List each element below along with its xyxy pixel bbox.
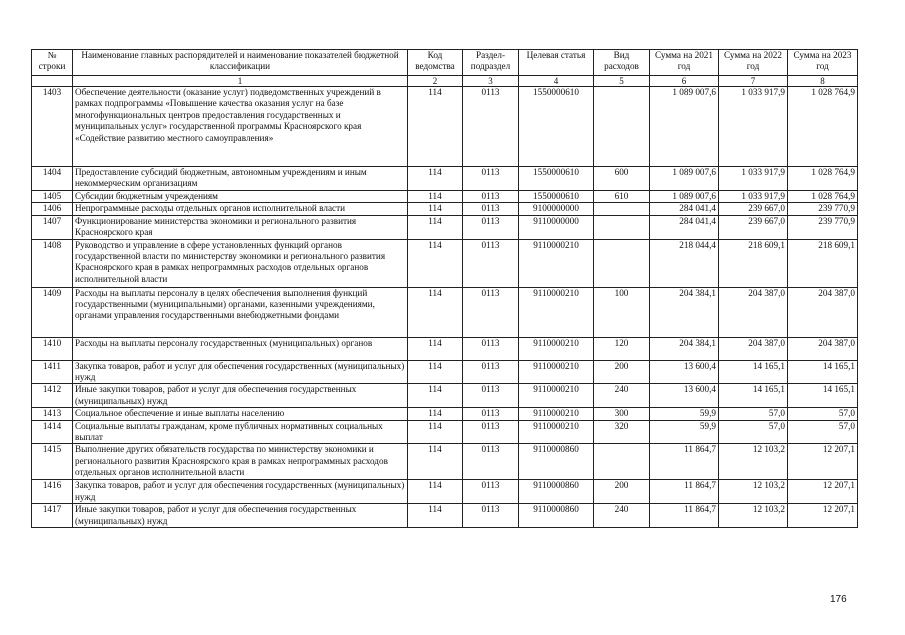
cell-s2022: 12 103,2 <box>719 480 788 504</box>
header-sum-2022: Сумма на 2022 год <box>719 50 788 76</box>
cell-section: 0113 <box>463 215 519 239</box>
cell-s2021: 59,9 <box>650 420 719 444</box>
cell-s2022: 204 387,0 <box>719 287 788 337</box>
cell-s2021: 218 044,4 <box>650 239 719 287</box>
cell-dept: 114 <box>408 287 463 337</box>
cell-target: 9110000210 <box>519 420 594 444</box>
column-index <box>32 76 73 87</box>
cell-s2021: 1 089 007,6 <box>650 87 719 167</box>
table-row <box>32 408 858 420</box>
cell-s2023: 12 207,1 <box>788 504 858 528</box>
cell-name: Выполнение других обязательств государства по министерству экономики и регионального развития Красноярского края в рамках непрограммных расходов отдельных органов исполнительной власти <box>73 444 408 480</box>
budget-table <box>31 49 858 528</box>
cell-dept: 114 <box>408 360 463 384</box>
header-row <box>32 50 858 76</box>
cell-s2022: 218 609,1 <box>719 239 788 287</box>
cell-target: 9110000210 <box>519 337 594 360</box>
cell-expense: 320 <box>594 420 650 444</box>
cell-s2021: 204 384,1 <box>650 287 719 337</box>
header-sum-2021: Сумма на 2021 год <box>650 50 719 76</box>
cell-section: 0113 <box>463 480 519 504</box>
cell-num: 1403 <box>32 87 73 167</box>
cell-num: 1407 <box>32 215 73 239</box>
header-expense: Вид расходов <box>594 50 650 76</box>
cell-s2022: 12 103,2 <box>719 504 788 528</box>
cell-s2022: 57,0 <box>719 408 788 420</box>
cell-section: 0113 <box>463 287 519 337</box>
cell-num: 1410 <box>32 337 73 360</box>
cell-num: 1414 <box>32 420 73 444</box>
cell-expense: 610 <box>594 191 650 203</box>
cell-target: 9110000210 <box>519 408 594 420</box>
cell-expense: 100 <box>594 287 650 337</box>
cell-s2023: 57,0 <box>788 420 858 444</box>
cell-target: 1550000610 <box>519 167 594 191</box>
cell-s2022: 1 033 917,9 <box>719 191 788 203</box>
table-row <box>32 203 858 215</box>
column-index: 2 <box>408 76 463 87</box>
table-row <box>32 191 858 203</box>
cell-num: 1405 <box>32 191 73 203</box>
cell-s2022: 239 667,0 <box>719 215 788 239</box>
cell-section: 0113 <box>463 420 519 444</box>
cell-num: 1415 <box>32 444 73 480</box>
table-row <box>32 167 858 191</box>
cell-s2021: 1 089 007,6 <box>650 191 719 203</box>
cell-target: 9110000210 <box>519 287 594 337</box>
cell-section: 0113 <box>463 504 519 528</box>
cell-name: Функционирование министерства экономики и регионального развития Красноярского края <box>73 215 408 239</box>
cell-target: 9110000210 <box>519 360 594 384</box>
cell-section: 0113 <box>463 360 519 384</box>
cell-dept: 114 <box>408 384 463 408</box>
column-index: 5 <box>594 76 650 87</box>
cell-name: Расходы на выплаты персоналу государственных (муниципальных) органов <box>73 337 408 360</box>
cell-section: 0113 <box>463 384 519 408</box>
cell-s2021: 13 600,4 <box>650 360 719 384</box>
header-name: Наименование главных распорядителей и наименование показателей бюджетной классификации <box>73 50 408 76</box>
cell-expense: 240 <box>594 384 650 408</box>
cell-name: Субсидии бюджетным учреждениям <box>73 191 408 203</box>
cell-expense <box>594 239 650 287</box>
cell-expense: 200 <box>594 480 650 504</box>
cell-dept: 114 <box>408 480 463 504</box>
cell-s2023: 239 770,9 <box>788 215 858 239</box>
cell-s2023: 1 028 764,9 <box>788 167 858 191</box>
cell-target: 9110000000 <box>519 215 594 239</box>
cell-s2021: 284 041,4 <box>650 203 719 215</box>
cell-target: 9110000860 <box>519 504 594 528</box>
cell-section: 0113 <box>463 167 519 191</box>
cell-s2021: 1 089 007,6 <box>650 167 719 191</box>
cell-dept: 114 <box>408 504 463 528</box>
header-sum-2023: Сумма на 2023 год <box>788 50 858 76</box>
cell-name: Социальные выплаты гражданам, кроме публичных нормативных социальных выплат <box>73 420 408 444</box>
cell-target: 9110000860 <box>519 444 594 480</box>
table-row <box>32 239 858 287</box>
cell-section: 0113 <box>463 87 519 167</box>
cell-s2023: 14 165,1 <box>788 360 858 384</box>
table-row <box>32 215 858 239</box>
cell-num: 1416 <box>32 480 73 504</box>
cell-expense <box>594 444 650 480</box>
cell-dept: 114 <box>408 408 463 420</box>
column-index: 4 <box>519 76 594 87</box>
header-dept: Код ведомства <box>408 50 463 76</box>
cell-name: Руководство и управление в сфере установленных функций органов государственной власти по министерству экономики и регионального развития Красноярского края в рамках непрограммных расходов отдельных органов исполнительной власти <box>73 239 408 287</box>
cell-target: 9110000210 <box>519 384 594 408</box>
column-index: 8 <box>788 76 858 87</box>
cell-name: Закупка товаров, работ и услуг для обеспечения государственных (муниципальных) нужд <box>73 480 408 504</box>
cell-s2022: 14 165,1 <box>719 360 788 384</box>
column-index-row <box>32 76 858 87</box>
cell-section: 0113 <box>463 337 519 360</box>
cell-s2023: 12 207,1 <box>788 480 858 504</box>
cell-section: 0113 <box>463 408 519 420</box>
cell-target: 9110000210 <box>519 239 594 287</box>
table-row <box>32 287 858 337</box>
cell-num: 1413 <box>32 408 73 420</box>
cell-expense <box>594 215 650 239</box>
column-index: 3 <box>463 76 519 87</box>
cell-dept: 114 <box>408 191 463 203</box>
cell-num: 1417 <box>32 504 73 528</box>
cell-expense: 600 <box>594 167 650 191</box>
cell-s2023: 239 770,9 <box>788 203 858 215</box>
cell-s2022: 204 387,0 <box>719 337 788 360</box>
cell-dept: 114 <box>408 444 463 480</box>
table-row <box>32 480 858 504</box>
cell-expense <box>594 87 650 167</box>
cell-section: 0113 <box>463 191 519 203</box>
cell-target: 1550000610 <box>519 191 594 203</box>
cell-s2023: 204 387,0 <box>788 337 858 360</box>
cell-expense: 300 <box>594 408 650 420</box>
cell-s2021: 11 864,7 <box>650 444 719 480</box>
cell-dept: 114 <box>408 337 463 360</box>
cell-s2022: 12 103,2 <box>719 444 788 480</box>
cell-name: Обеспечение деятельности (оказание услуг) подведомственных учреждений в рамках подпрограммы «Повышение качества оказания услуг на базе многофункциональных центров предоставления государственных и муниципальных услуг» государственной программы Красноярского края «Содействие развитию местного самоуправления» <box>73 87 408 167</box>
header-num: № строки <box>32 50 73 76</box>
table-row <box>32 444 858 480</box>
cell-num: 1409 <box>32 287 73 337</box>
cell-num: 1411 <box>32 360 73 384</box>
cell-dept: 114 <box>408 203 463 215</box>
cell-name: Социальное обеспечение и иные выплаты населению <box>73 408 408 420</box>
header-section: Раздел-подраздел <box>463 50 519 76</box>
cell-section: 0113 <box>463 239 519 287</box>
cell-s2022: 1 033 917,9 <box>719 167 788 191</box>
cell-s2022: 239 667,0 <box>719 203 788 215</box>
cell-expense <box>594 203 650 215</box>
cell-s2022: 14 165,1 <box>719 384 788 408</box>
cell-s2021: 59,9 <box>650 408 719 420</box>
page-number: 176 <box>830 594 847 605</box>
cell-target: 1550000610 <box>519 87 594 167</box>
column-index: 7 <box>719 76 788 87</box>
cell-s2021: 11 864,7 <box>650 504 719 528</box>
cell-dept: 114 <box>408 420 463 444</box>
cell-num: 1408 <box>32 239 73 287</box>
cell-target: 9110000860 <box>519 480 594 504</box>
cell-dept: 114 <box>408 167 463 191</box>
cell-target: 9100000000 <box>519 203 594 215</box>
cell-dept: 114 <box>408 215 463 239</box>
cell-expense: 120 <box>594 337 650 360</box>
table-row <box>32 337 858 360</box>
cell-s2023: 204 387,0 <box>788 287 858 337</box>
cell-s2021: 204 384,1 <box>650 337 719 360</box>
cell-dept: 114 <box>408 239 463 287</box>
cell-s2021: 13 600,4 <box>650 384 719 408</box>
cell-name: Расходы на выплаты персоналу в целях обеспечения выполнения функций государственными (муниципальными) органами, казенными учреждениями, органами управления государственными внебюджетными фондами <box>73 287 408 337</box>
cell-num: 1404 <box>32 167 73 191</box>
cell-num: 1406 <box>32 203 73 215</box>
header-target: Целевая статья <box>519 50 594 76</box>
column-index: 1 <box>73 76 408 87</box>
cell-name: Предоставление субсидий бюджетным, автономным учреждениям и иным некоммерческим организациям <box>73 167 408 191</box>
table-row <box>32 360 858 384</box>
cell-s2023: 1 028 764,9 <box>788 191 858 203</box>
cell-section: 0113 <box>463 444 519 480</box>
cell-expense: 200 <box>594 360 650 384</box>
table-row <box>32 420 858 444</box>
cell-name: Иные закупки товаров, работ и услуг для обеспечения государственных (муниципальных) нужд <box>73 504 408 528</box>
cell-num: 1412 <box>32 384 73 408</box>
column-index: 6 <box>650 76 719 87</box>
table-row <box>32 504 858 528</box>
cell-s2023: 57,0 <box>788 408 858 420</box>
cell-s2023: 1 028 764,9 <box>788 87 858 167</box>
cell-name: Иные закупки товаров, работ и услуг для обеспечения государственных (муниципальных) нужд <box>73 384 408 408</box>
cell-dept: 114 <box>408 87 463 167</box>
cell-s2023: 12 207,1 <box>788 444 858 480</box>
table-row <box>32 87 858 167</box>
cell-s2022: 57,0 <box>719 420 788 444</box>
cell-s2023: 218 609,1 <box>788 239 858 287</box>
cell-section: 0113 <box>463 203 519 215</box>
cell-s2021: 11 864,7 <box>650 480 719 504</box>
cell-s2022: 1 033 917,9 <box>719 87 788 167</box>
table-row <box>32 384 858 408</box>
cell-name: Закупка товаров, работ и услуг для обеспечения государственных (муниципальных) нужд <box>73 360 408 384</box>
cell-expense: 240 <box>594 504 650 528</box>
cell-s2023: 14 165,1 <box>788 384 858 408</box>
cell-name: Непрограммные расходы отдельных органов исполнительной власти <box>73 203 408 215</box>
cell-s2021: 284 041,4 <box>650 215 719 239</box>
